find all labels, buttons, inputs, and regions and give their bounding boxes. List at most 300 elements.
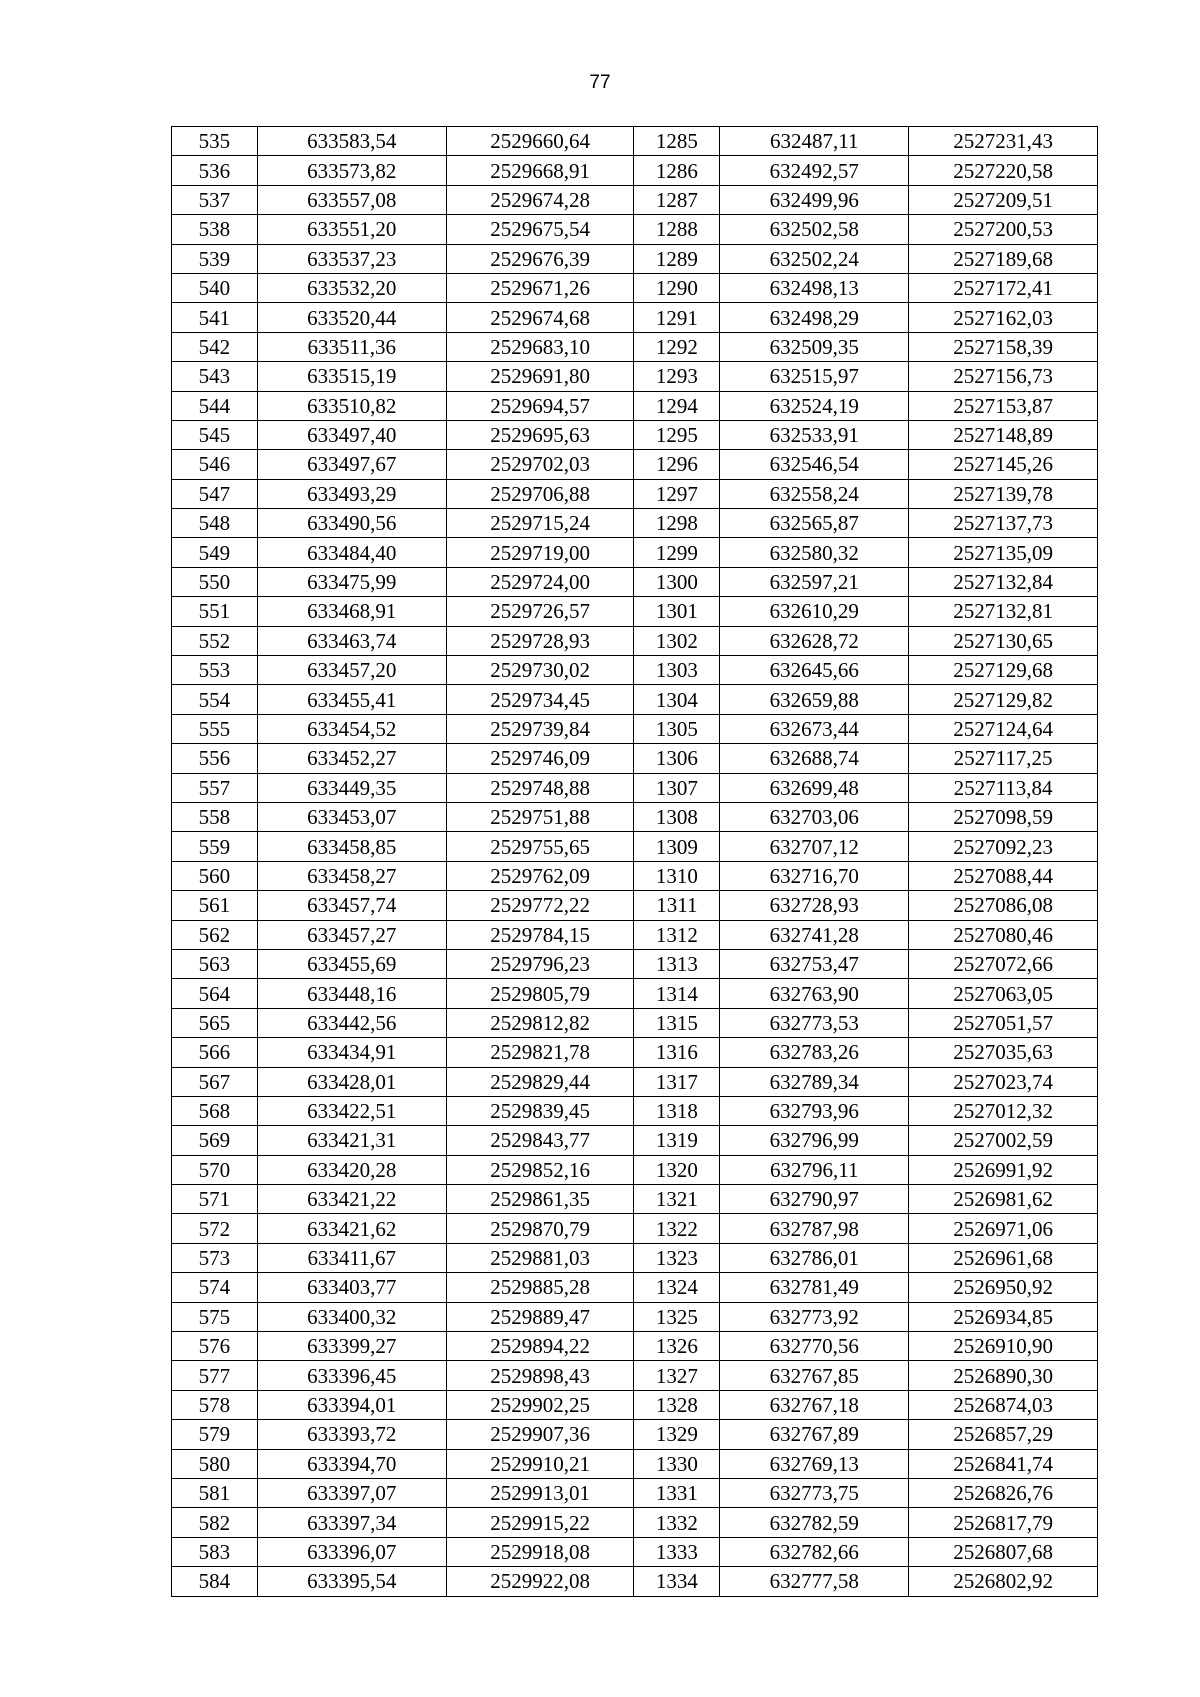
y-coordinate-cell: 2527129,68 [909,656,1098,685]
y-coordinate-cell: 2529702,03 [446,450,634,479]
point-number-cell: 1295 [634,420,720,449]
y-coordinate-cell: 2529726,57 [446,597,634,626]
y-coordinate-cell: 2529719,00 [446,538,634,567]
x-coordinate-cell: 632796,99 [720,1126,909,1155]
table-row [172,273,1098,302]
y-coordinate-cell: 2529660,64 [446,127,634,156]
y-coordinate-cell: 2529694,57 [446,391,634,420]
y-coordinate-cell: 2529907,36 [446,1420,634,1449]
point-number-cell: 549 [172,538,258,567]
point-number-cell: 1323 [634,1243,720,1272]
point-number-cell: 567 [172,1067,258,1096]
y-coordinate-cell: 2526910,90 [909,1332,1098,1361]
x-coordinate-cell: 632769,13 [720,1449,909,1478]
y-coordinate-cell: 2526817,79 [909,1508,1098,1537]
y-coordinate-cell: 2529881,03 [446,1243,634,1272]
point-number-cell: 1328 [634,1390,720,1419]
y-coordinate-cell: 2527051,57 [909,1008,1098,1037]
point-number-cell: 1285 [634,127,720,156]
coordinates-table [171,126,1098,1597]
x-coordinate-cell: 633403,77 [257,1273,446,1302]
x-coordinate-cell: 633452,27 [257,744,446,773]
x-coordinate-cell: 632767,85 [720,1361,909,1390]
y-coordinate-cell: 2527035,63 [909,1038,1098,1067]
x-coordinate-cell: 633421,22 [257,1185,446,1214]
y-coordinate-cell: 2529829,44 [446,1067,634,1096]
point-number-cell: 539 [172,244,258,273]
point-number-cell: 566 [172,1038,258,1067]
y-coordinate-cell: 2529910,21 [446,1449,634,1478]
table-row [172,773,1098,802]
point-number-cell: 537 [172,185,258,214]
point-number-cell: 1301 [634,597,720,626]
point-number-cell: 1302 [634,626,720,655]
y-coordinate-cell: 2526934,85 [909,1302,1098,1331]
x-coordinate-cell: 632741,28 [720,920,909,949]
y-coordinate-cell: 2527139,78 [909,479,1098,508]
point-number-cell: 1308 [634,802,720,831]
point-number-cell: 542 [172,332,258,361]
y-coordinate-cell: 2529885,28 [446,1273,634,1302]
x-coordinate-cell: 632777,58 [720,1567,909,1596]
x-coordinate-cell: 633393,72 [257,1420,446,1449]
table-row [172,509,1098,538]
y-coordinate-cell: 2529715,24 [446,509,634,538]
y-coordinate-cell: 2529902,25 [446,1390,634,1419]
y-coordinate-cell: 2527080,46 [909,920,1098,949]
point-number-cell: 1315 [634,1008,720,1037]
x-coordinate-cell: 633457,74 [257,891,446,920]
y-coordinate-cell: 2527145,26 [909,450,1098,479]
y-coordinate-cell: 2527231,43 [909,127,1098,156]
table-row [172,156,1098,185]
x-coordinate-cell: 632773,92 [720,1302,909,1331]
point-number-cell: 1332 [634,1508,720,1537]
x-coordinate-cell: 633497,40 [257,420,446,449]
x-coordinate-cell: 632558,24 [720,479,909,508]
y-coordinate-cell: 2527162,03 [909,303,1098,332]
x-coordinate-cell: 632659,88 [720,685,909,714]
x-coordinate-cell: 632767,18 [720,1390,909,1419]
x-coordinate-cell: 633442,56 [257,1008,446,1037]
y-coordinate-cell: 2529805,79 [446,979,634,1008]
table-row [172,1273,1098,1302]
x-coordinate-cell: 633396,45 [257,1361,446,1390]
y-coordinate-cell: 2529671,26 [446,273,634,302]
y-coordinate-cell: 2527156,73 [909,362,1098,391]
x-coordinate-cell: 633463,74 [257,626,446,655]
x-coordinate-cell: 633395,54 [257,1567,446,1596]
point-number-cell: 1316 [634,1038,720,1067]
x-coordinate-cell: 632502,58 [720,215,909,244]
x-coordinate-cell: 632533,91 [720,420,909,449]
x-coordinate-cell: 633511,36 [257,332,446,361]
y-coordinate-cell: 2527220,58 [909,156,1098,185]
y-coordinate-cell: 2526991,92 [909,1155,1098,1184]
x-coordinate-cell: 633493,29 [257,479,446,508]
point-number-cell: 1309 [634,832,720,861]
table-row [172,744,1098,773]
y-coordinate-cell: 2529918,08 [446,1537,634,1566]
y-coordinate-cell: 2527072,66 [909,949,1098,978]
y-coordinate-cell: 2526961,68 [909,1243,1098,1272]
table-row [172,1332,1098,1361]
x-coordinate-cell: 632524,19 [720,391,909,420]
page-number: 77 [589,72,611,93]
point-number-cell: 1326 [634,1332,720,1361]
table-row [172,685,1098,714]
y-coordinate-cell: 2529894,22 [446,1332,634,1361]
table-row [172,567,1098,596]
x-coordinate-cell: 632707,12 [720,832,909,861]
y-coordinate-cell: 2527200,53 [909,215,1098,244]
y-coordinate-cell: 2529746,09 [446,744,634,773]
x-coordinate-cell: 633457,27 [257,920,446,949]
table-row [172,1420,1098,1449]
point-number-cell: 1306 [634,744,720,773]
y-coordinate-cell: 2529751,88 [446,802,634,831]
table-row [172,303,1098,332]
point-number-cell: 556 [172,744,258,773]
x-coordinate-cell: 632498,29 [720,303,909,332]
y-coordinate-cell: 2529861,35 [446,1185,634,1214]
point-number-cell: 583 [172,1537,258,1566]
y-coordinate-cell: 2527209,51 [909,185,1098,214]
table-row [172,332,1098,361]
table-row [172,802,1098,831]
y-coordinate-cell: 2529839,45 [446,1096,634,1125]
y-coordinate-cell: 2526841,74 [909,1449,1098,1478]
x-coordinate-cell: 633453,07 [257,802,446,831]
table-row [172,1449,1098,1478]
x-coordinate-cell: 632753,47 [720,949,909,978]
table-row [172,1567,1098,1596]
table-row [172,420,1098,449]
y-coordinate-cell: 2527148,89 [909,420,1098,449]
x-coordinate-cell: 633455,69 [257,949,446,978]
table-row [172,714,1098,743]
table-row [172,244,1098,273]
point-number-cell: 1327 [634,1361,720,1390]
point-number-cell: 1322 [634,1214,720,1243]
point-number-cell: 540 [172,273,258,302]
x-coordinate-cell: 633421,62 [257,1214,446,1243]
y-coordinate-cell: 2529676,39 [446,244,634,273]
point-number-cell: 576 [172,1332,258,1361]
y-coordinate-cell: 2526971,06 [909,1214,1098,1243]
point-number-cell: 1317 [634,1067,720,1096]
y-coordinate-cell: 2529724,00 [446,567,634,596]
x-coordinate-cell: 632499,96 [720,185,909,214]
y-coordinate-cell: 2527023,74 [909,1067,1098,1096]
point-number-cell: 1307 [634,773,720,802]
x-coordinate-cell: 632793,96 [720,1096,909,1125]
x-coordinate-cell: 632565,87 [720,509,909,538]
x-coordinate-cell: 633537,23 [257,244,446,273]
y-coordinate-cell: 2529728,93 [446,626,634,655]
y-coordinate-cell: 2529674,68 [446,303,634,332]
point-number-cell: 1298 [634,509,720,538]
point-number-cell: 565 [172,1008,258,1037]
point-number-cell: 559 [172,832,258,861]
point-number-cell: 1304 [634,685,720,714]
point-number-cell: 558 [172,802,258,831]
table-row [172,185,1098,214]
x-coordinate-cell: 633458,27 [257,861,446,890]
point-number-cell: 551 [172,597,258,626]
point-number-cell: 1320 [634,1155,720,1184]
x-coordinate-cell: 633448,16 [257,979,446,1008]
point-number-cell: 582 [172,1508,258,1537]
x-coordinate-cell: 632783,26 [720,1038,909,1067]
table-row [172,1067,1098,1096]
x-coordinate-cell: 633583,54 [257,127,446,156]
y-coordinate-cell: 2526981,62 [909,1185,1098,1214]
point-number-cell: 546 [172,450,258,479]
y-coordinate-cell: 2527113,84 [909,773,1098,802]
y-coordinate-cell: 2527086,08 [909,891,1098,920]
point-number-cell: 1318 [634,1096,720,1125]
x-coordinate-cell: 633394,70 [257,1449,446,1478]
point-number-cell: 1313 [634,949,720,978]
table-row [172,1361,1098,1390]
x-coordinate-cell: 632515,97 [720,362,909,391]
point-number-cell: 577 [172,1361,258,1390]
point-number-cell: 1310 [634,861,720,890]
table-row [172,891,1098,920]
point-number-cell: 1314 [634,979,720,1008]
x-coordinate-cell: 632498,13 [720,273,909,302]
y-coordinate-cell: 2529706,88 [446,479,634,508]
x-coordinate-cell: 632509,35 [720,332,909,361]
y-coordinate-cell: 2526802,92 [909,1567,1098,1596]
point-number-cell: 1333 [634,1537,720,1566]
x-coordinate-cell: 632703,06 [720,802,909,831]
table-row [172,920,1098,949]
table-row [172,450,1098,479]
x-coordinate-cell: 633458,85 [257,832,446,861]
point-number-cell: 580 [172,1449,258,1478]
table-row [172,1302,1098,1331]
x-coordinate-cell: 633515,19 [257,362,446,391]
x-coordinate-cell: 632767,89 [720,1420,909,1449]
point-number-cell: 1300 [634,567,720,596]
x-coordinate-cell: 632502,24 [720,244,909,273]
x-coordinate-cell: 633399,27 [257,1332,446,1361]
x-coordinate-cell: 632786,01 [720,1243,909,1272]
y-coordinate-cell: 2529683,10 [446,332,634,361]
y-coordinate-cell: 2529821,78 [446,1038,634,1067]
y-coordinate-cell: 2526874,03 [909,1390,1098,1419]
point-number-cell: 1287 [634,185,720,214]
y-coordinate-cell: 2527124,64 [909,714,1098,743]
x-coordinate-cell: 632728,93 [720,891,909,920]
x-coordinate-cell: 632645,66 [720,656,909,685]
y-coordinate-cell: 2529915,22 [446,1508,634,1537]
point-number-cell: 569 [172,1126,258,1155]
point-number-cell: 560 [172,861,258,890]
x-coordinate-cell: 632699,48 [720,773,909,802]
x-coordinate-cell: 633557,08 [257,185,446,214]
y-coordinate-cell: 2526857,29 [909,1420,1098,1449]
x-coordinate-cell: 633510,82 [257,391,446,420]
table-row [172,391,1098,420]
x-coordinate-cell: 633454,52 [257,714,446,743]
point-number-cell: 535 [172,127,258,156]
point-number-cell: 574 [172,1273,258,1302]
table-row [172,1214,1098,1243]
point-number-cell: 1321 [634,1185,720,1214]
y-coordinate-cell: 2527132,84 [909,567,1098,596]
y-coordinate-cell: 2526807,68 [909,1537,1098,1566]
x-coordinate-cell: 632546,54 [720,450,909,479]
point-number-cell: 1330 [634,1449,720,1478]
x-coordinate-cell: 632787,98 [720,1214,909,1243]
y-coordinate-cell: 2527158,39 [909,332,1098,361]
table-row [172,127,1098,156]
x-coordinate-cell: 632628,72 [720,626,909,655]
x-coordinate-cell: 633468,91 [257,597,446,626]
x-coordinate-cell: 633396,07 [257,1537,446,1566]
table-row [172,1243,1098,1272]
point-number-cell: 1290 [634,273,720,302]
table-row [172,215,1098,244]
x-coordinate-cell: 632782,66 [720,1537,909,1566]
table-row [172,362,1098,391]
table-row [172,538,1098,567]
point-number-cell: 573 [172,1243,258,1272]
y-coordinate-cell: 2529796,23 [446,949,634,978]
x-coordinate-cell: 633457,20 [257,656,446,685]
point-number-cell: 1319 [634,1126,720,1155]
table-row [172,1185,1098,1214]
point-number-cell: 568 [172,1096,258,1125]
x-coordinate-cell: 633490,56 [257,509,446,538]
x-coordinate-cell: 633394,01 [257,1390,446,1419]
x-coordinate-cell: 632773,53 [720,1008,909,1037]
x-coordinate-cell: 632773,75 [720,1478,909,1507]
point-number-cell: 1291 [634,303,720,332]
table-row [172,1478,1098,1507]
y-coordinate-cell: 2527172,41 [909,273,1098,302]
y-coordinate-cell: 2529668,91 [446,156,634,185]
x-coordinate-cell: 632781,49 [720,1273,909,1302]
y-coordinate-cell: 2529922,08 [446,1567,634,1596]
x-coordinate-cell: 632487,11 [720,127,909,156]
point-number-cell: 562 [172,920,258,949]
table-row [172,479,1098,508]
point-number-cell: 1288 [634,215,720,244]
point-number-cell: 570 [172,1155,258,1184]
point-number-cell: 581 [172,1478,258,1507]
point-number-cell: 1296 [634,450,720,479]
point-number-cell: 1303 [634,656,720,685]
y-coordinate-cell: 2527092,23 [909,832,1098,861]
point-number-cell: 1297 [634,479,720,508]
y-coordinate-cell: 2529843,77 [446,1126,634,1155]
table-row [172,949,1098,978]
point-number-cell: 1331 [634,1478,720,1507]
point-number-cell: 1312 [634,920,720,949]
y-coordinate-cell: 2529772,22 [446,891,634,920]
x-coordinate-cell: 633400,32 [257,1302,446,1331]
y-coordinate-cell: 2529812,82 [446,1008,634,1037]
y-coordinate-cell: 2527189,68 [909,244,1098,273]
table-row [172,1008,1098,1037]
x-coordinate-cell: 633428,01 [257,1067,446,1096]
table-row [172,1537,1098,1566]
y-coordinate-cell: 2529762,09 [446,861,634,890]
point-number-cell: 1286 [634,156,720,185]
point-number-cell: 550 [172,567,258,596]
point-number-cell: 536 [172,156,258,185]
x-coordinate-cell: 632580,32 [720,538,909,567]
point-number-cell: 575 [172,1302,258,1331]
x-coordinate-cell: 633551,20 [257,215,446,244]
x-coordinate-cell: 632770,56 [720,1332,909,1361]
table-row [172,626,1098,655]
y-coordinate-cell: 2529734,45 [446,685,634,714]
point-number-cell: 564 [172,979,258,1008]
point-number-cell: 543 [172,362,258,391]
point-number-cell: 554 [172,685,258,714]
x-coordinate-cell: 633520,44 [257,303,446,332]
y-coordinate-cell: 2527132,81 [909,597,1098,626]
point-number-cell: 1311 [634,891,720,920]
x-coordinate-cell: 633422,51 [257,1096,446,1125]
point-number-cell: 1324 [634,1273,720,1302]
y-coordinate-cell: 2529730,02 [446,656,634,685]
x-coordinate-cell: 632763,90 [720,979,909,1008]
table-row [172,1155,1098,1184]
table-row [172,979,1098,1008]
point-number-cell: 578 [172,1390,258,1419]
y-coordinate-cell: 2529691,80 [446,362,634,391]
x-coordinate-cell: 632597,21 [720,567,909,596]
y-coordinate-cell: 2529748,88 [446,773,634,802]
x-coordinate-cell: 632790,97 [720,1185,909,1214]
point-number-cell: 552 [172,626,258,655]
point-number-cell: 1293 [634,362,720,391]
point-number-cell: 561 [172,891,258,920]
y-coordinate-cell: 2527012,32 [909,1096,1098,1125]
table-row [172,861,1098,890]
x-coordinate-cell: 632610,29 [720,597,909,626]
y-coordinate-cell: 2529755,65 [446,832,634,861]
coordinates-table-body [172,127,1098,1597]
point-number-cell: 1334 [634,1567,720,1596]
point-number-cell: 557 [172,773,258,802]
point-number-cell: 541 [172,303,258,332]
point-number-cell: 1325 [634,1302,720,1331]
table-row [172,1390,1098,1419]
y-coordinate-cell: 2527153,87 [909,391,1098,420]
point-number-cell: 1329 [634,1420,720,1449]
x-coordinate-cell: 632673,44 [720,714,909,743]
y-coordinate-cell: 2527129,82 [909,685,1098,714]
y-coordinate-cell: 2529913,01 [446,1478,634,1507]
point-number-cell: 571 [172,1185,258,1214]
x-coordinate-cell: 632492,57 [720,156,909,185]
point-number-cell: 553 [172,656,258,685]
y-coordinate-cell: 2527135,09 [909,538,1098,567]
x-coordinate-cell: 633411,67 [257,1243,446,1272]
point-number-cell: 1305 [634,714,720,743]
x-coordinate-cell: 633420,28 [257,1155,446,1184]
x-coordinate-cell: 632789,34 [720,1067,909,1096]
point-number-cell: 555 [172,714,258,743]
point-number-cell: 548 [172,509,258,538]
